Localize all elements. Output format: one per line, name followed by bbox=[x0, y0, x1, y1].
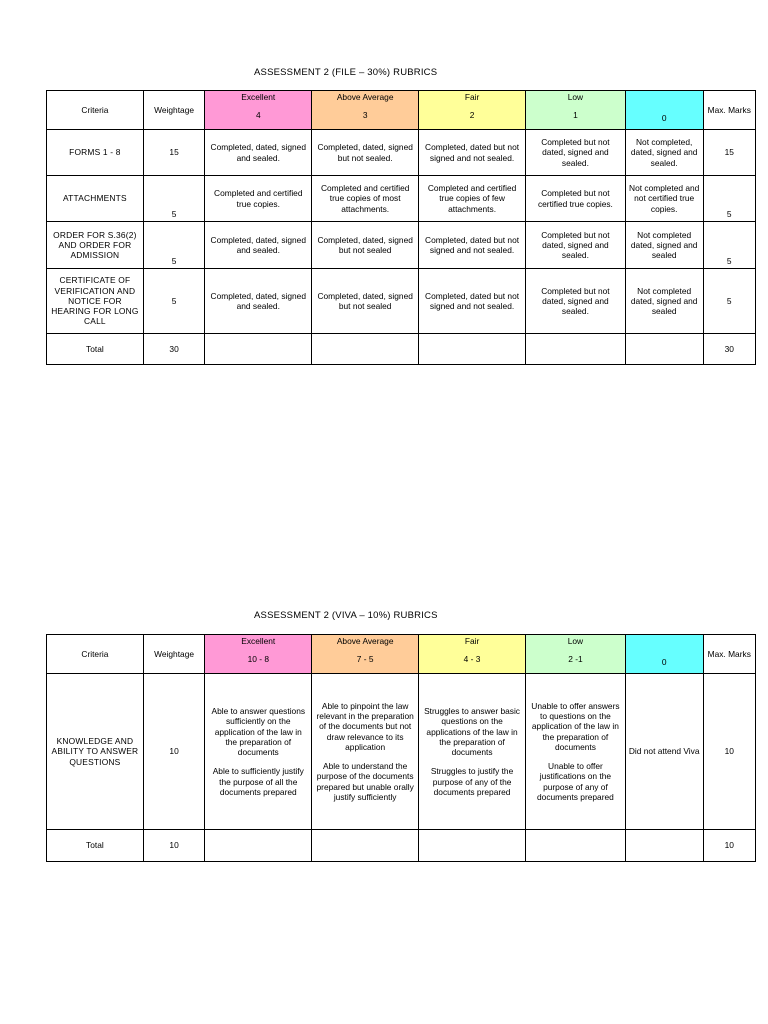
empty-cell bbox=[526, 334, 626, 365]
fair-cell: Completed, dated but not signed and not sealed. bbox=[419, 130, 526, 176]
file-rubric-table bbox=[46, 90, 756, 365]
fair-header bbox=[419, 91, 526, 130]
above-average-score: 3 bbox=[362, 110, 368, 120]
zero-cell: Not completed dated, signed and sealed bbox=[625, 222, 703, 269]
excellent-cell: Completed and certified true copies. bbox=[205, 176, 312, 222]
empty-cell bbox=[419, 334, 526, 365]
weightage-cell: 5 bbox=[143, 176, 205, 222]
above-average-cell: Completed, dated, signed but not sealed bbox=[312, 269, 419, 334]
low-cell: Completed but not dated, signed and sealed. bbox=[526, 269, 626, 334]
table-row bbox=[47, 269, 756, 334]
max-marks-header: Max. Marks bbox=[703, 91, 756, 130]
fair-cell: Completed and certified true copies of few attachments. bbox=[419, 176, 526, 222]
empty-cell bbox=[419, 830, 526, 862]
viva-rubric-title: ASSESSMENT 2 (VIVA – 10%) RUBRICS bbox=[254, 610, 438, 621]
low-cell: Completed but not certified true copies. bbox=[526, 176, 626, 222]
low-text-2: Unable to offer justifications on the purpose of any of documents prepared bbox=[537, 761, 614, 802]
low-cell bbox=[526, 674, 626, 830]
above-average-cell: Completed, dated, signed but not sealed. bbox=[312, 130, 419, 176]
zero-cell: Not completed dated, signed and sealed bbox=[625, 269, 703, 334]
above-average-text-1: Able to pinpoint the law relevant in the preparation of the documents but not draw relevance to its application bbox=[316, 700, 414, 752]
fair-header bbox=[419, 635, 526, 674]
excellent-cell: Completed, dated, signed and sealed. bbox=[205, 222, 312, 269]
weightage-cell: 5 bbox=[143, 269, 205, 334]
weightage-cell: 10 bbox=[143, 674, 205, 830]
excellent-text-1: Able to answer questions sufficiently on the application of the law in the preparation of documents bbox=[211, 706, 306, 757]
table-row bbox=[47, 674, 756, 830]
total-label: Total bbox=[47, 830, 144, 862]
above-average-header bbox=[312, 91, 419, 130]
excellent-text-2: Able to sufficiently justify the purpose of all the documents prepared bbox=[212, 766, 304, 797]
empty-cell bbox=[312, 830, 419, 862]
max-marks-cell: 15 bbox=[703, 130, 756, 176]
table-row bbox=[47, 130, 756, 176]
criteria-cell: ATTACHMENTS bbox=[47, 176, 144, 222]
fair-label: Fair bbox=[464, 92, 480, 102]
low-label: Low bbox=[567, 636, 584, 646]
total-max-marks: 30 bbox=[703, 334, 756, 365]
low-score: 1 bbox=[573, 110, 578, 120]
low-cell: Completed but not dated, signed and sealed. bbox=[526, 222, 626, 269]
above-average-text-2: Able to understand the purpose of the documents prepared but unable orally justify sufficiently bbox=[316, 761, 414, 802]
max-marks-cell: 10 bbox=[703, 674, 756, 830]
excellent-label: Excellent bbox=[241, 636, 276, 646]
low-label: Low bbox=[567, 92, 584, 102]
above-average-cell: Completed, dated, signed but not sealed bbox=[312, 222, 419, 269]
zero-cell: Not completed and not certified true copies. bbox=[625, 176, 703, 222]
fair-label: Fair bbox=[464, 636, 480, 646]
file-rubric-title: ASSESSMENT 2 (FILE – 30%) RUBRICS bbox=[254, 67, 438, 78]
criteria-header: Criteria bbox=[47, 635, 144, 674]
fair-cell bbox=[419, 674, 526, 830]
table-row bbox=[47, 222, 756, 269]
fair-cell: Completed, dated but not signed and not sealed. bbox=[419, 269, 526, 334]
weightage-header: Weightage bbox=[143, 635, 205, 674]
excellent-label: Excellent bbox=[241, 92, 276, 102]
fair-score: 4 - 3 bbox=[463, 654, 481, 664]
weightage-header: Weightage bbox=[143, 91, 205, 130]
max-marks-cell: 5 bbox=[703, 269, 756, 334]
empty-cell bbox=[205, 830, 312, 862]
fair-text-1: Struggles to answer basic questions on the applications of the law in the preparation of documents bbox=[424, 706, 520, 757]
empty-cell bbox=[625, 334, 703, 365]
weightage-cell: 15 bbox=[143, 130, 205, 176]
max-marks-cell: 5 bbox=[703, 176, 756, 222]
empty-cell bbox=[312, 334, 419, 365]
above-average-cell bbox=[312, 674, 419, 830]
low-score: 2 -1 bbox=[568, 654, 583, 664]
max-marks-cell: 5 bbox=[703, 222, 756, 269]
above-average-label: Above Average bbox=[336, 636, 394, 646]
criteria-cell: ORDER FOR S.36(2) AND ORDER FOR ADMISSION bbox=[47, 222, 144, 269]
criteria-header: Criteria bbox=[47, 91, 144, 130]
max-marks-header: Max. Marks bbox=[703, 635, 756, 674]
zero-header: 0 bbox=[625, 91, 703, 130]
excellent-header bbox=[205, 635, 312, 674]
viva-header-row bbox=[47, 635, 756, 674]
weightage-cell: 5 bbox=[143, 222, 205, 269]
table-row bbox=[47, 176, 756, 222]
criteria-cell: KNOWLEDGE AND ABILITY TO ANSWER QUESTIONS bbox=[47, 674, 144, 830]
excellent-cell: Completed, dated, signed and sealed. bbox=[205, 130, 312, 176]
file-header-row bbox=[47, 91, 756, 130]
total-weightage: 10 bbox=[143, 830, 205, 862]
viva-rubric-table bbox=[46, 634, 756, 862]
low-text-1: Unable to offer answers to questions on the application of the law in the preparation of documents bbox=[531, 700, 620, 752]
total-max-marks: 10 bbox=[703, 830, 756, 862]
total-weightage: 30 bbox=[143, 334, 205, 365]
excellent-cell: Completed, dated, signed and sealed. bbox=[205, 269, 312, 334]
above-average-cell: Completed and certified true copies of most attachments. bbox=[312, 176, 419, 222]
low-header bbox=[526, 635, 626, 674]
zero-cell: Not completed, dated, signed and sealed. bbox=[625, 130, 703, 176]
zero-header: 0 bbox=[625, 635, 703, 674]
above-average-label: Above Average bbox=[336, 92, 394, 102]
total-row bbox=[47, 334, 756, 365]
fair-score: 2 bbox=[469, 110, 475, 120]
total-row bbox=[47, 830, 756, 862]
criteria-cell: CERTIFICATE OF VERIFICATION AND NOTICE FOR HEARING FOR LONG CALL bbox=[47, 269, 144, 334]
above-average-header bbox=[312, 635, 419, 674]
excellent-header bbox=[205, 91, 312, 130]
zero-cell: Did not attend Viva bbox=[625, 674, 703, 830]
fair-cell: Completed, dated but not signed and not sealed. bbox=[419, 222, 526, 269]
total-label: Total bbox=[47, 334, 144, 365]
empty-cell bbox=[205, 334, 312, 365]
empty-cell bbox=[625, 830, 703, 862]
low-cell: Completed but not dated, signed and sealed. bbox=[526, 130, 626, 176]
above-average-score: 7 - 5 bbox=[356, 654, 374, 664]
criteria-cell: FORMS 1 - 8 bbox=[47, 130, 144, 176]
low-header bbox=[526, 91, 626, 130]
excellent-score: 4 bbox=[255, 110, 261, 120]
excellent-cell bbox=[205, 674, 312, 830]
empty-cell bbox=[526, 830, 626, 862]
fair-text-2: Struggles to justify the purpose of any of the documents prepared bbox=[430, 766, 514, 797]
excellent-score: 10 - 8 bbox=[247, 654, 269, 664]
